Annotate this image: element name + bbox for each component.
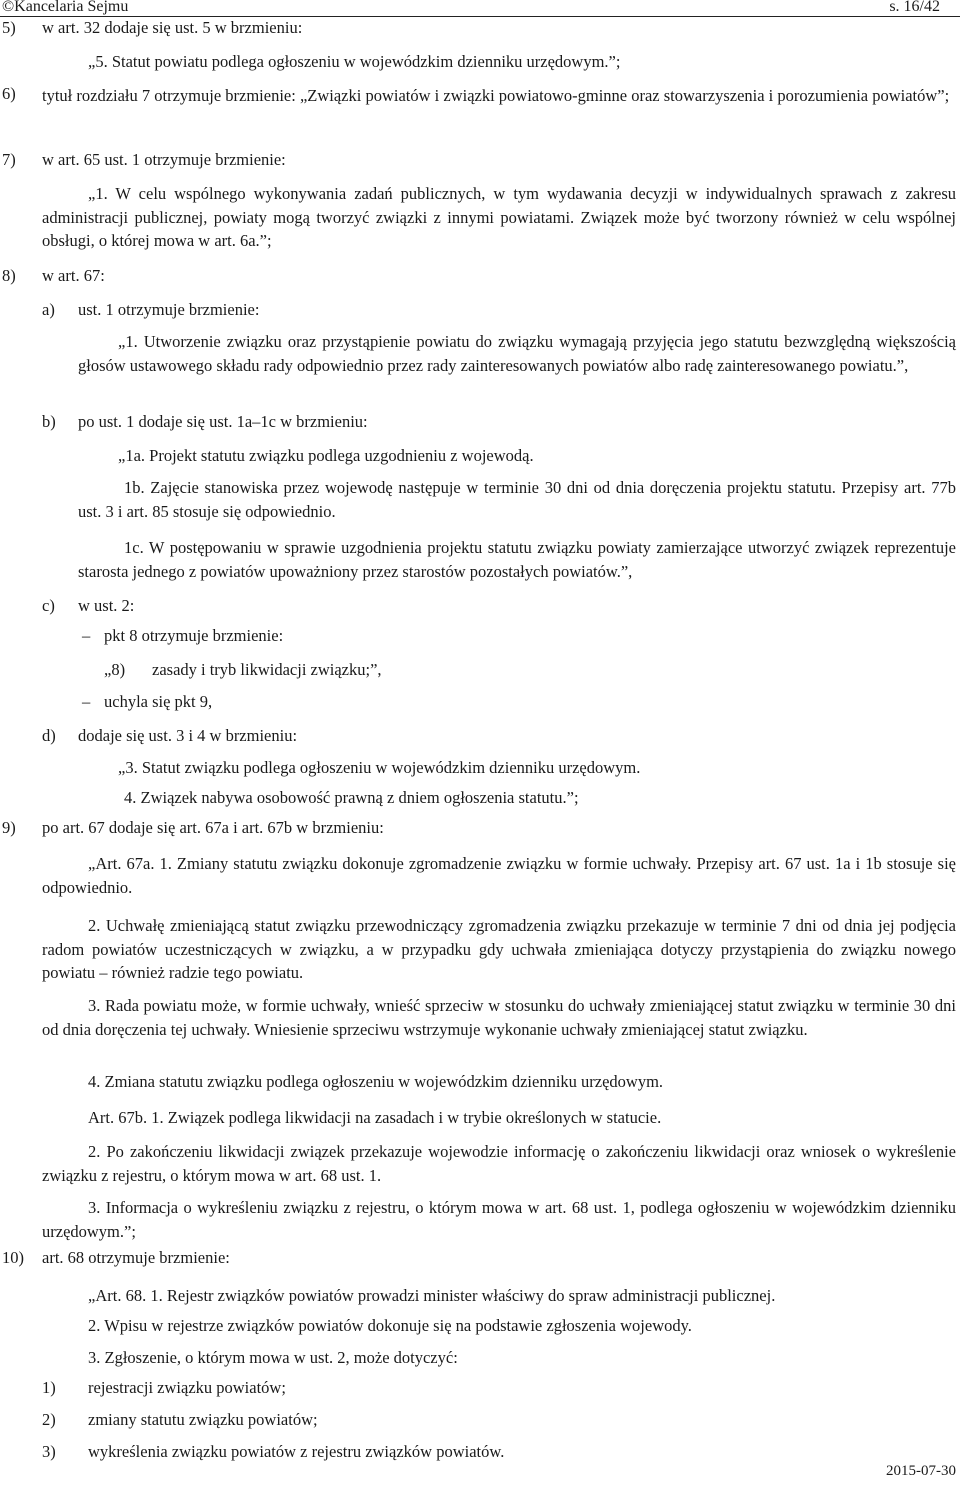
list-item: a) ust. 1 otrzymuje brzmienie: xyxy=(42,300,260,319)
header-page-number: s. 16/42 xyxy=(889,0,940,15)
list-item: „1. Utworzenie związku oraz przystąpienie powiatu do związku wymagają przyjęcia jego statutu bezwzględną większością głosów ustawowego składu rady odpowiednio przez rady zainteresowanych powiatów albo radę zainteresowanego powiatu.”, xyxy=(78,332,956,375)
list-item: 2) zmiany statutu związku powiatów; xyxy=(42,1410,318,1429)
list-item: 3) wykreślenia związku powiatów z rejestru związków powiatów. xyxy=(42,1442,505,1461)
list-item: „Art. 68. 1. Rejestr związków powiatów prowadzi minister właściwy do spraw administracji publicznej. xyxy=(88,1286,776,1305)
list-item: 4. Zmiana statutu związku podlega ogłoszeniu w wojewódzkim dzienniku urzędowym. xyxy=(88,1072,664,1091)
list-item: 1) rejestracji związku powiatów; xyxy=(42,1378,286,1397)
list-item: 1c. W postępowaniu w sprawie uzgodnienia projektu statutu związku powiaty zamierzające utworzyć związek reprezentuje starosta jednego z powiatów upoważniony przez starostów pozostałych powiatów.”, xyxy=(78,538,956,581)
header-rule xyxy=(0,16,960,17)
list-item: „5. Statut powiatu podlega ogłoszeniu w wojewódzkim dzienniku urzędowym.”; xyxy=(88,52,621,71)
list-item: „8) zasady i tryb likwidacji związku;”, xyxy=(104,660,382,679)
list-item: 6) tytuł rozdziału 7 otrzymuje brzmienie: „Związki powiatów i związki powiatowo-gminne oraz stowarzyszenia i porozumienia powiatów”; xyxy=(2,84,950,105)
list-item: „Art. 67a. 1. Zmiany statutu związku dokonuje zgromadzenie związku w formie uchwały. Przepisy art. 67 ust. 1a i 1b stosuje się odpowiednio. xyxy=(42,854,956,897)
list-item: „3. Statut związku podlega ogłoszeniu w wojewódzkim dzienniku urzędowym. xyxy=(118,758,641,777)
list-item: 10) art. 68 otrzymuje brzmienie: xyxy=(2,1248,230,1267)
list-item: „1. W celu wspólnego wykonywania zadań publicznych, w tym wydawania decyzji w indywidualnych sprawach z zakresu administracji publicznej, powiaty mogą tworzyć związki z innymi powiatami. Związek może być tworzony również w celu wspólnej obsługi, o której mowa w art. 6a.”; xyxy=(42,184,956,251)
list-item: c) w ust. 2: xyxy=(42,596,135,615)
list-item: 2. Po zakończeniu likwidacji związek przekazuje wojewodzie informację o zakończeniu likwidacji oraz wniosek o wykreślenie związku z rejestru, o którym mowa w art. 68 ust. 1. xyxy=(42,1142,956,1185)
list-item: „1a. Projekt statutu związku podlega uzgodnieniu z wojewodą. xyxy=(118,446,534,465)
page-header xyxy=(0,0,960,17)
list-item: 1b. Zajęcie stanowiska przez wojewodę następuje w terminie 30 dni od dnia doręczenia projektu statutu. Przepisy art. 77b ust. 3 i art. 85 stosuje się odpowiednio. xyxy=(78,478,956,521)
list-item: 9) po art. 67 dodaje się art. 67a i art. 67b w brzmieniu: xyxy=(2,818,384,837)
list-item: 3. Informacja o wykreśleniu związku z rejestru, o którym mowa w art. 68 ust. 1, podlega ogłoszeniu w wojewódzkim dzienniku urzędowym.”; xyxy=(42,1198,956,1241)
list-item: 7) w art. 65 ust. 1 otrzymuje brzmienie: xyxy=(2,150,286,169)
list-item: 2. Wpisu w rejestrze związków powiatów dokonuje się na podstawie zgłoszenia wojewody. xyxy=(88,1316,692,1335)
footer-date: 2015-07-30 xyxy=(886,1463,956,1479)
list-item: – uchyla się pkt 9, xyxy=(82,692,213,711)
list-item: – pkt 8 otrzymuje brzmienie: xyxy=(82,626,284,645)
header-source: ©Kancelaria Sejmu xyxy=(2,0,129,15)
list-item: Art. 67b. 1. Związek podlega likwidacji na zasadach i w trybie określonych w statucie. xyxy=(88,1108,662,1127)
list-item: 3. Zgłoszenie, o którym mowa w ust. 2, może dotyczyć: xyxy=(88,1348,458,1367)
list-item: d) dodaje się ust. 3 i 4 w brzmieniu: xyxy=(42,726,298,745)
list-item: 2. Uchwałę zmieniającą statut związku przewodniczący zgromadzenia związku przekazuje w terminie 7 dni od dnia jej podjęcia radom powiatów uczestniczących w związku, a w przypadku gdy uchwała zmieniająca dotyczy przystąpienia do związku nowego powiatu – również radzie tego powiatu. xyxy=(42,916,956,983)
list-item: 5) w art. 32 dodaje się ust. 5 w brzmieniu: xyxy=(2,18,303,37)
document-body xyxy=(0,18,960,1466)
list-item: 8) w art. 67: xyxy=(2,266,105,285)
list-item: 3. Rada powiatu może, w formie uchwały, wnieść sprzeciw w stosunku do uchwały zmieniającej statut związku w terminie 30 dni od dnia doręczenia tej uchwały. Wniesienie sprzeciwu wstrzymuje wykonanie uchwały zmieniającej statut związku. xyxy=(42,996,956,1039)
list-item: b) po ust. 1 dodaje się ust. 1a–1c w brzmieniu: xyxy=(42,412,368,431)
list-item: 4. Związek nabywa osobowość prawną z dniem ogłoszenia statutu.”; xyxy=(124,788,579,807)
